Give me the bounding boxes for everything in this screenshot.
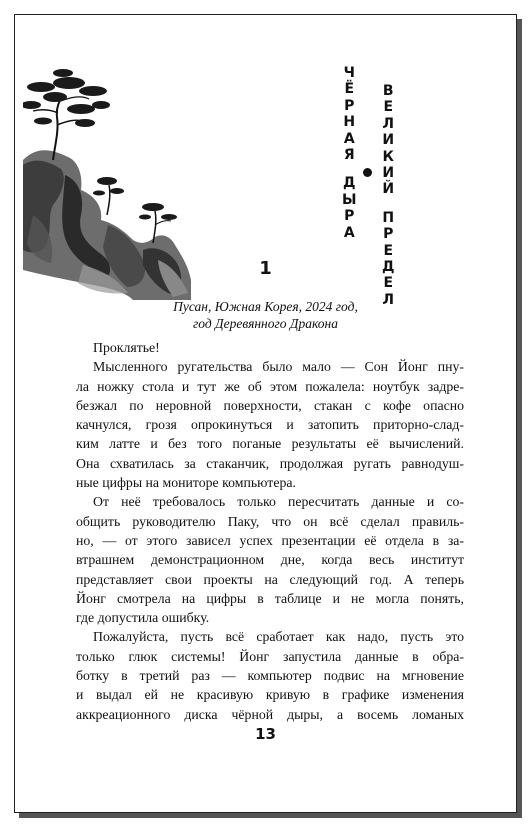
epigraph-line: год Деревянного Дракона — [193, 316, 338, 331]
text-line: аккреационного диска чёрной дыры, а восемь ломаных — [76, 706, 464, 722]
text-line: представляет свои проекты на следующий год. А теперь — [76, 571, 464, 587]
title-letter: А — [343, 130, 355, 147]
title-letter: П — [382, 209, 395, 226]
title-letter: Д — [343, 175, 356, 192]
title-letter: Л — [382, 291, 395, 308]
title-letter: Ч — [343, 65, 355, 81]
title-letter: Я — [343, 147, 355, 164]
book-title-line-1 — [342, 65, 357, 241]
text-line: Проклятье! — [93, 340, 160, 355]
title-letter: И — [382, 165, 395, 182]
title-letter: Е — [383, 242, 394, 259]
title-letter: А — [343, 224, 355, 241]
text-line: ные цифры на мониторе компьютера. — [76, 475, 296, 491]
body-text — [76, 338, 464, 724]
title-letter: В — [382, 83, 394, 99]
text-line: где допустила ошибку. — [76, 610, 210, 626]
title-letter: Ё — [344, 81, 355, 98]
title-letter: Л — [382, 115, 395, 132]
title-letter: Й — [382, 181, 395, 198]
title-letter: Д — [382, 259, 395, 276]
title-letter: Р — [383, 226, 394, 243]
paragraph — [76, 627, 464, 723]
text-line: ботку в третий раз — компьютер подвис на мгновение — [76, 668, 464, 684]
paragraph — [76, 338, 464, 357]
title-letter: Е — [383, 275, 394, 292]
epigraph-line: Пусан, Южная Корея, 2024 год, — [173, 299, 358, 314]
title-letter: Н — [343, 114, 356, 131]
text-line: общить руководителю Паку, что он всё сделал правиль- — [76, 513, 464, 529]
paragraph — [76, 357, 464, 492]
text-line: Йонг смотрела на цифры в таблице и не могла понять, — [76, 590, 464, 606]
text-line: От неё требовалось только пересчитать данные и со- — [93, 494, 464, 510]
text-line: втрашнем демонстрационном дне, когда весь институт — [76, 552, 464, 568]
text-line: Пожалуйста, пусть всё сработает как надо, пусть это — [93, 629, 464, 645]
text-line: но, — от этого зависел успех презентации её отдела в за- — [76, 532, 464, 548]
text-line: ким латте и без того поганые результаты её вычислений. — [76, 436, 464, 452]
text-line: ла ножку стола и тут же об этом пожалела: ноутбук задре- — [76, 378, 464, 394]
title-separator-dot — [363, 168, 372, 177]
text-line: качнулся, грозя опрокинуться и затопить приторно-слад- — [76, 417, 464, 433]
text-line: только глюк системы! Йонг запустила данные в обра- — [76, 648, 464, 664]
title-letter: Р — [344, 208, 355, 225]
text-line: безжал по неровной поверхности, стакан с кофе опасно — [76, 397, 464, 413]
text-line: и выдал ей не красивую кривую в графике изменения — [76, 687, 464, 703]
chapter-epigraph — [15, 298, 516, 332]
title-letter: Р — [344, 97, 355, 114]
book-page — [14, 14, 517, 813]
title-letter: Ы — [342, 191, 357, 208]
page-number: 13 — [255, 725, 276, 743]
title-letter: И — [382, 132, 395, 149]
chapter-number: 1 — [259, 258, 272, 279]
text-line: Мысленного ругательства было мало — Сон Йонг пну- — [93, 359, 464, 375]
title-letter: Е — [383, 99, 394, 116]
paragraph — [76, 492, 464, 627]
title-letter: К — [382, 148, 394, 165]
text-line: Она схватилась за стаканчик, продолжая ругать равнодуш- — [76, 455, 464, 471]
